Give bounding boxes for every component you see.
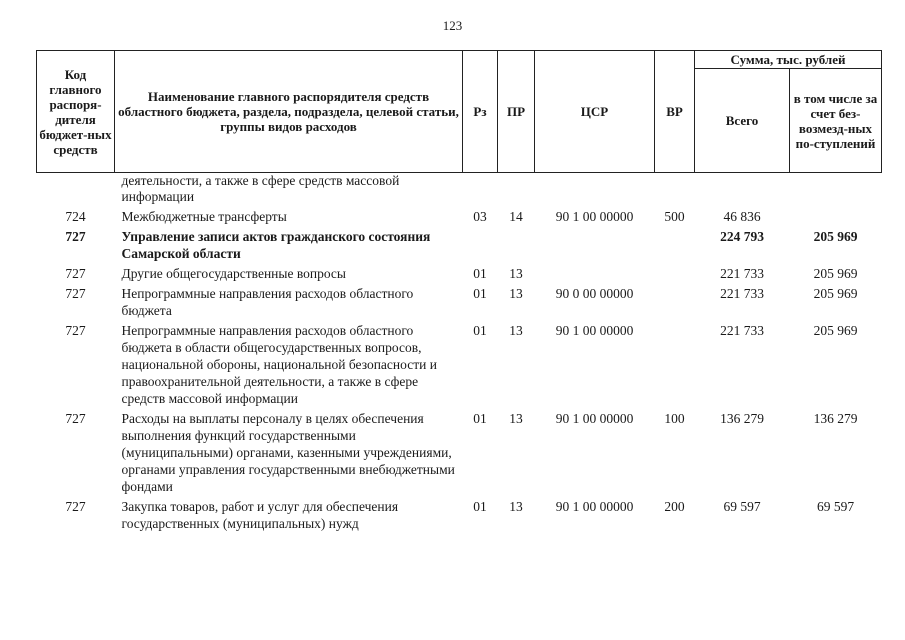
cell-pr: 13	[509, 323, 523, 338]
table-row	[37, 173, 882, 206]
header-incl: в том числе за счет без-возмезд-ных по-ступлений	[790, 69, 882, 173]
cell-code: 727	[65, 266, 86, 281]
cell-csr: 90 1 00 00000	[555, 323, 634, 338]
cell-vr	[655, 319, 695, 407]
table-header	[37, 51, 882, 173]
cell-pr: 13	[509, 266, 523, 281]
budget-table	[36, 50, 882, 532]
cell-name: Непрограммные направления расходов областного бюджета	[121, 286, 414, 318]
header-name: Наименование главного распорядителя средств областного бюджета, раздела, подраздела, целевой статьи, группы видов расходов	[115, 51, 463, 173]
table-row	[37, 319, 882, 407]
cell-code: 727	[65, 286, 86, 301]
cell-total: 221 733	[720, 286, 764, 301]
header-sum: Сумма, тыс. рублей	[695, 51, 882, 69]
page-number: 123	[442, 18, 463, 33]
cell-code: 727	[65, 323, 86, 338]
table-row	[37, 407, 882, 495]
cell-name: деятельности, а также в сфере средств массовой информации	[121, 173, 400, 204]
cell-total: 221 733	[720, 266, 764, 281]
cell-csr	[535, 225, 655, 262]
header-rz: Рз	[463, 51, 498, 173]
cell-incl: 136 279	[813, 411, 858, 426]
cell-rz: 01	[473, 286, 487, 301]
cell-vr	[655, 225, 695, 262]
cell-pr: 13	[509, 499, 523, 514]
cell-vr: 200	[664, 499, 685, 514]
cell-csr	[535, 262, 655, 282]
cell-total: 224 793	[720, 229, 764, 244]
table-row	[37, 262, 882, 282]
cell-rz: 01	[473, 266, 487, 281]
cell-csr	[535, 173, 655, 206]
table-row	[37, 205, 882, 225]
cell-code: 727	[65, 229, 86, 244]
cell-vr	[655, 173, 695, 206]
header-vr: ВР	[655, 51, 695, 173]
cell-vr: 100	[664, 411, 685, 426]
cell-name: Непрограммные направления расходов областного бюджета в области общегосударственных вопросов, национальной обороны, национальной безопасности и правоохранительной деятельности, а также в сфере средств массовой информации	[121, 323, 437, 406]
cell-rz: 03	[473, 209, 487, 224]
cell-name: Межбюджетные трансферты	[121, 209, 287, 224]
cell-csr: 90 1 00 00000	[555, 411, 634, 426]
cell-csr: 90 1 00 00000	[555, 209, 634, 224]
cell-csr: 90 0 00 00000	[555, 286, 634, 301]
cell-code: 727	[65, 411, 86, 426]
cell-rz: 01	[473, 499, 487, 514]
cell-name: Закупка товаров, работ и услуг для обеспечения государственных (муниципальных) нужд	[121, 499, 399, 531]
cell-incl	[790, 173, 882, 206]
cell-name: Управление записи актов гражданского состояния Самарской области	[121, 229, 431, 261]
cell-incl: 205 969	[813, 286, 858, 301]
table-row	[37, 495, 882, 532]
cell-name: Расходы на выплаты персоналу в целях обеспечения выполнения функций государственными (муниципальными) органами, казенными учреждениями, органами управления государственными внебюджетными фондами	[121, 411, 455, 494]
cell-total: 221 733	[720, 323, 764, 338]
header-pr: ПР	[498, 51, 535, 173]
cell-total: 46 836	[723, 209, 761, 224]
cell-pr	[498, 225, 535, 262]
table-body	[37, 173, 882, 533]
cell-code: 727	[65, 499, 86, 514]
cell-pr: 13	[509, 411, 523, 426]
header-code: Код главного распоря-дителя бюджет-ных средств	[37, 51, 115, 173]
cell-incl: 205 969	[813, 229, 858, 244]
cell-name: Другие общегосударственные вопросы	[121, 266, 346, 281]
cell-rz: 01	[473, 411, 487, 426]
cell-total: 136 279	[720, 411, 764, 426]
cell-total	[695, 173, 790, 206]
cell-incl: 205 969	[813, 266, 858, 281]
cell-vr	[655, 282, 695, 319]
cell-pr	[498, 173, 535, 206]
cell-total: 69 597	[723, 499, 761, 514]
table-row	[37, 282, 882, 319]
cell-incl: 69 597	[816, 499, 855, 514]
cell-vr	[655, 262, 695, 282]
header-csr: ЦСР	[535, 51, 655, 173]
cell-rz	[463, 225, 498, 262]
header-total: Всего	[695, 69, 790, 173]
cell-rz: 01	[473, 323, 487, 338]
cell-vr: 500	[664, 209, 685, 224]
cell-pr: 13	[509, 286, 523, 301]
cell-code: 724	[65, 209, 86, 224]
cell-incl: 205 969	[813, 323, 858, 338]
cell-code	[37, 173, 115, 206]
cell-rz	[463, 173, 498, 206]
cell-pr: 14	[509, 209, 523, 224]
table-row	[37, 225, 882, 262]
cell-csr: 90 1 00 00000	[555, 499, 634, 514]
cell-incl	[790, 205, 882, 225]
